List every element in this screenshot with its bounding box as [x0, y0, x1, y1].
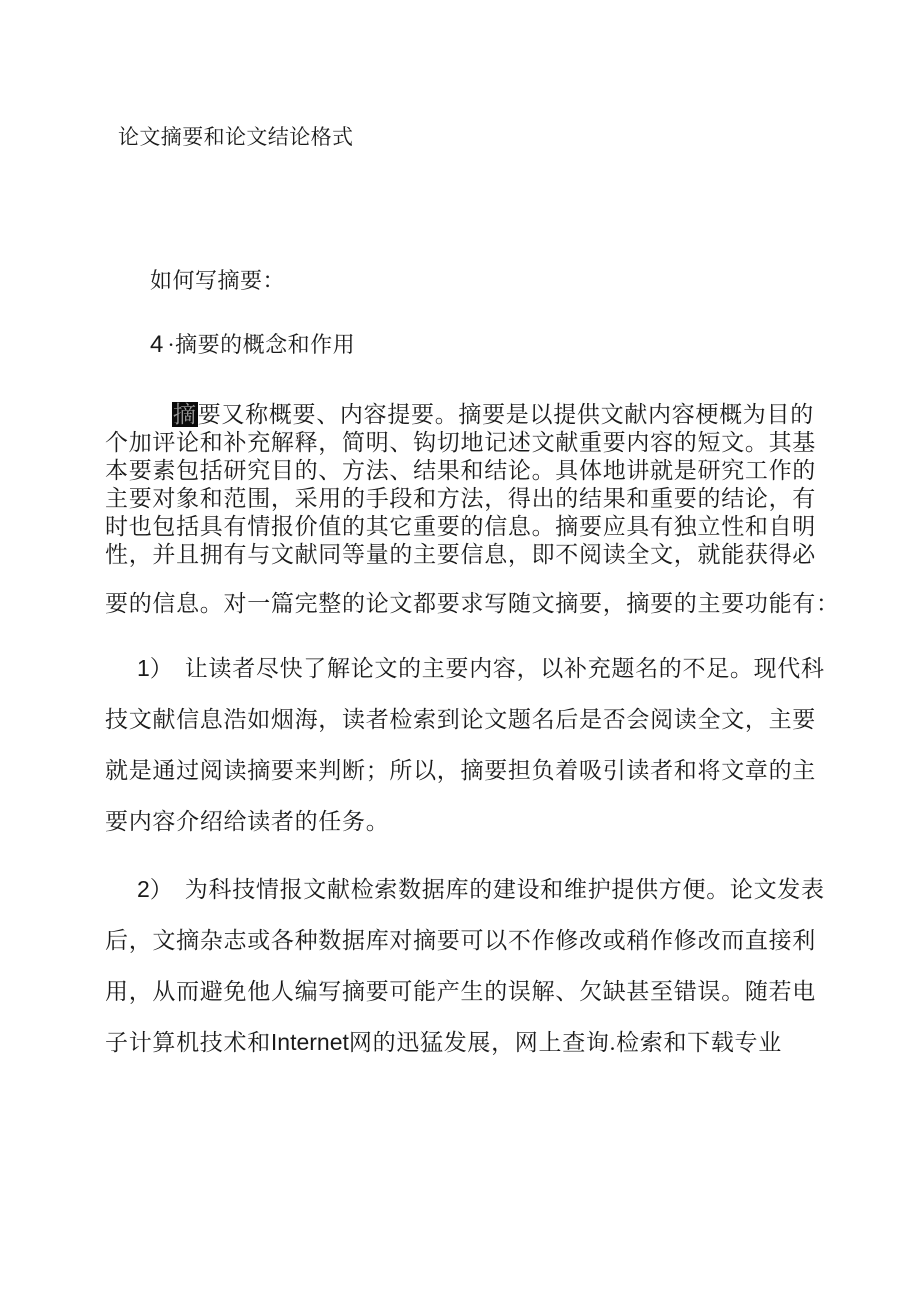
section-subheading: [150, 332, 355, 358]
subheading-text: ·摘要的概念和作用: [167, 332, 356, 357]
abstract-paragraph-line-4: 主要对象和范围，采用的手段和方法，得出的结果和重要的结论，有: [105, 486, 816, 511]
highlighted-char: 摘: [173, 402, 197, 427]
point-2-line-4: [105, 1030, 782, 1055]
page-title: 论文摘要和论文结论格式: [118, 125, 354, 149]
point-2-line-4-after: 网的迅猛发展，网上查询.检索和下载专业: [348, 1030, 782, 1055]
point-1-line-3: 就是通过阅读摘要来判断；所以，摘要担负着吸引读者和将文章的主: [105, 758, 816, 783]
section-heading: 如何写摘要：: [150, 268, 286, 293]
point-2-line-1: [137, 877, 825, 902]
abstract-paragraph-line-2: 个加评论和补充解释，简明、钩切地记述文献重要内容的短文。其基: [105, 430, 816, 455]
point-1-line-2: 技文献信息浩如烟海，读者检索到论文题名后是否会阅读全文，主要: [105, 707, 816, 732]
point-1-line-1: [137, 656, 825, 681]
point-1-line-4: 要内容介绍给读者的任务。: [105, 809, 390, 834]
abstract-paragraph-closing-line: 要的信息。对一篇完整的论文都要求写随文摘要，摘要的主要功能有：: [105, 591, 840, 616]
abstract-line-1-text: 要又称概要、内容提要。摘要是以提供文献内容梗概为目的: [197, 402, 814, 427]
point-2-line-1-text: 为科技情报文献检索数据库的建设和维护提供方便。论文发表: [184, 877, 825, 902]
point-2-line-2: 后，文摘杂志或各种数据库对摘要可以不作修改或稍作修改而直接利: [105, 928, 816, 953]
point-2-marker: 2）: [137, 876, 173, 902]
subheading-number: 4: [150, 331, 164, 358]
point-1-line-1-text: 让读者尽快了解论文的主要内容，以补充题名的不足。现代科: [184, 656, 825, 681]
point-2-line-4-before: 子计算机技术和: [105, 1030, 271, 1055]
abstract-paragraph-line-3: 本要素包括研究目的、方法、结果和结论。具体地讲就是研究工作的: [105, 458, 816, 483]
abstract-paragraph-line-6: 性，并且拥有与文献同等量的主要信息，即不阅读全文，就能获得必: [105, 542, 816, 567]
abstract-paragraph-line-5: 时也包括具有情报价值的其它重要的信息。摘要应具有独立性和自明: [105, 514, 816, 539]
abstract-paragraph-line-1: [172, 402, 814, 427]
point-1-marker: 1）: [137, 655, 173, 681]
point-2-line-3: 用，从而避免他人编写摘要可能产生的误解、欠缺甚至错误。随若电: [105, 979, 816, 1004]
internet-latin-text: Internet: [270, 1029, 349, 1055]
